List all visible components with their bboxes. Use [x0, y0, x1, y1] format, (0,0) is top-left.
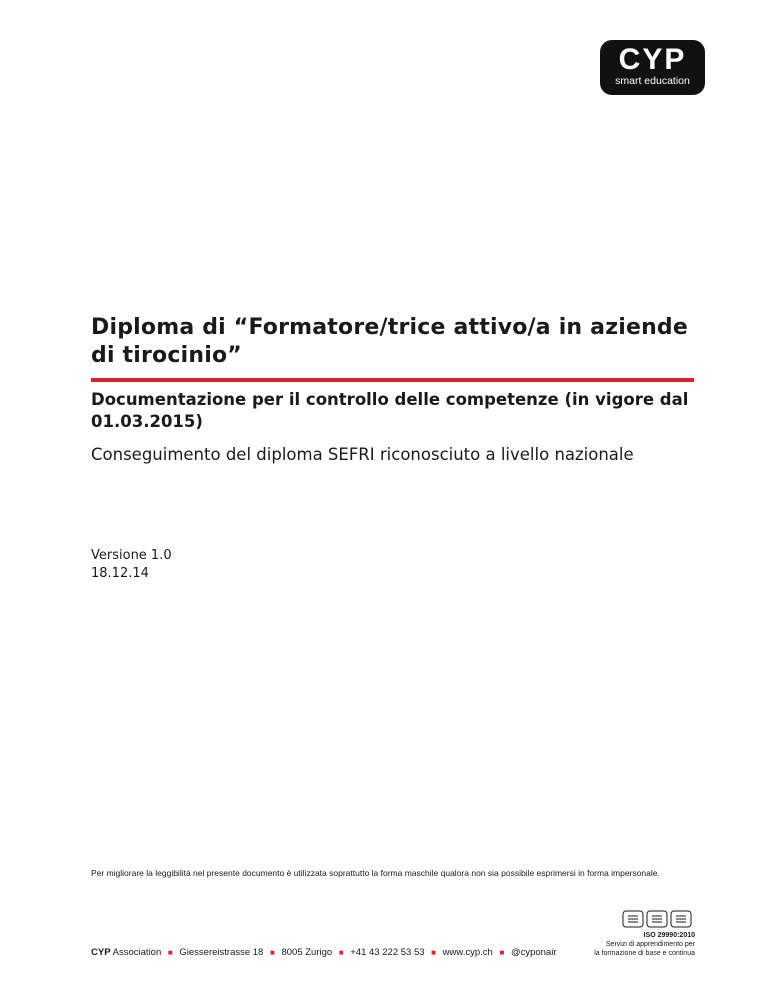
- document-lead: Conseguimento del diploma SEFRI riconosciuto a livello nazionale: [91, 445, 634, 464]
- title-divider: [91, 378, 694, 382]
- document-title: Diploma di “Formatore/trice attivo/a in aziende di tirocinio”: [91, 315, 688, 368]
- footer-address: [91, 947, 557, 959]
- document-date: 18.12.14: [91, 566, 149, 581]
- separator-dot: ■: [338, 948, 344, 957]
- footer-website[interactable]: www.cyp.ch: [442, 947, 493, 958]
- readability-note: Per migliorare la leggibilità nel presente documento è utilizzata soprattutto la forma maschile qualora non sia possibile esprimersi in forma impersonale.: [91, 868, 660, 878]
- separator-dot: ■: [499, 948, 505, 957]
- footer-org-brand: CYP: [91, 947, 111, 958]
- cyp-logo: [600, 40, 705, 95]
- iso-description-1: Servizi di apprendimento per: [605, 941, 695, 948]
- footer-phone: +41 43 222 53 53: [350, 947, 425, 958]
- iso-certification: [560, 931, 695, 958]
- footer-social[interactable]: @cyponair: [510, 947, 557, 958]
- separator-dot: ■: [431, 948, 437, 957]
- footer-org-rest: Association: [112, 947, 162, 958]
- iso-standard: ISO 29990:2010: [643, 932, 695, 939]
- footer-city: 8005 Zurigo: [281, 947, 333, 958]
- logo-brand: CYP: [618, 43, 687, 76]
- footer-street: Giessereistrasse 18: [179, 947, 264, 958]
- logo-tagline: smart education: [615, 75, 690, 87]
- sqs-certification-logo: [622, 910, 692, 928]
- document-version: Versione 1.0: [91, 548, 172, 563]
- separator-dot: ■: [269, 948, 275, 957]
- iso-description-2: la formazione di base e continua: [594, 950, 695, 957]
- separator-dot: ■: [167, 948, 173, 957]
- document-subtitle: Documentazione per il controllo delle competenze (in vigore dal 01.03.2015): [91, 390, 689, 431]
